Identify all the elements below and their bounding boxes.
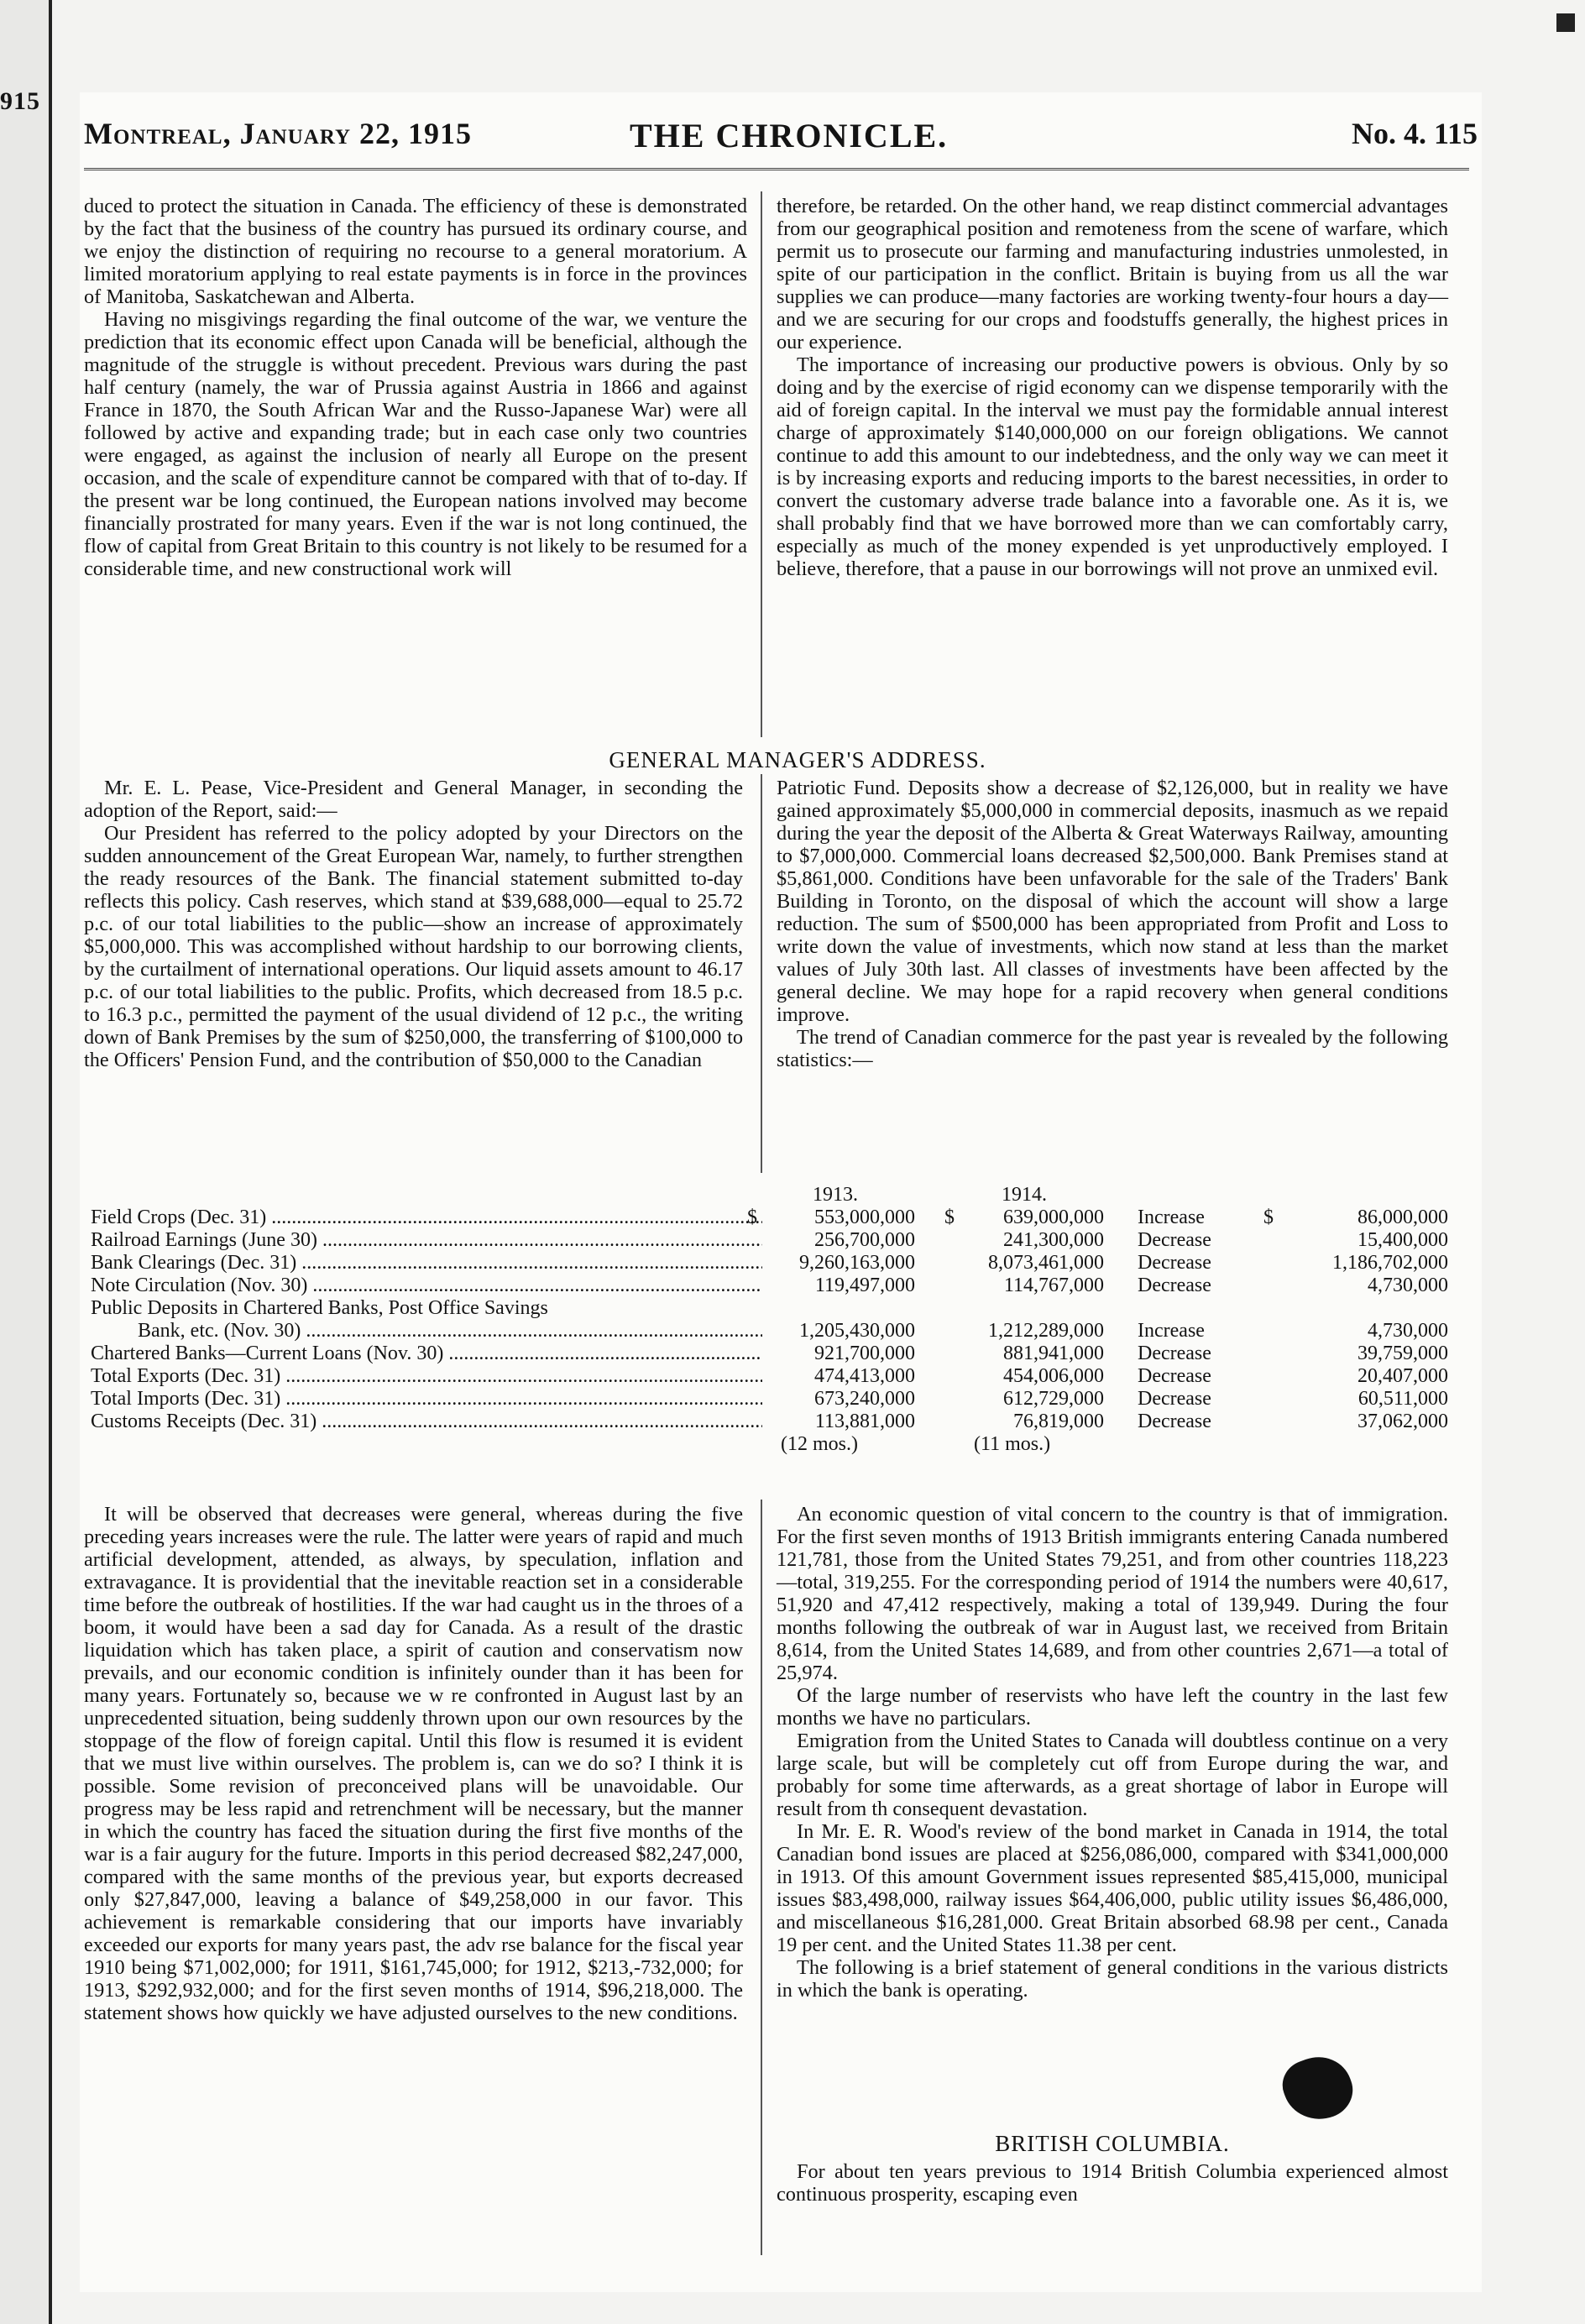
column-middle-right [777, 777, 1448, 1071]
previous-page-edge [0, 0, 52, 2324]
currency-sign: $ [747, 1206, 757, 1228]
change-amount: 4,730,000 [1368, 1320, 1448, 1342]
change-direction: Decrease [1138, 1275, 1211, 1296]
row-label: Bank, etc. (Nov. 30) ..... [138, 1320, 762, 1343]
column-divider [761, 191, 762, 737]
value-1914: 612,729,000 [1003, 1388, 1104, 1410]
value-1913: 673,240,000 [814, 1388, 915, 1410]
table-row [84, 1206, 1461, 1229]
paragraph: The importance of increasing our productive powers is obvious. Only by so doing and by the exercise of rigid economy can we dispense temporarily with the aid of foreign capital. In the interval we must pay the formidable annual interest charge of approximately $140,000,000 on our foreign obligations. We cannot continue to add this amount to our indebtedness, and the only way we can meet it is by increasing exports and reducing imports to the barest necessities, in order to convert the customary adverse trade balance into a favorable one. As it is, we shall probably find that we have borrowed more than we can comfortably carry, especially as much of the money expended is yet unproductively employed. I believe, therefore, that a pause in our borrowings will not prove an unmixed evil. [777, 353, 1448, 580]
column-middle-left [84, 777, 743, 1071]
column-header-1914: 1914. [1002, 1184, 1047, 1206]
paragraph: It will be observed that decreases were general, whereas during the five preceding years increases were the rule. The latter were years of rapid and much artificial development, attended, as always, by speculation, inflation and extravagance. It is providential that the inevitable reaction set in a considerable time before the outbreak of hostilities. If the war had caught us in the throes of a boom, it would have been a sad day for Canada. As a result of the drastic liquidation which has taken place, a spirit of caution and conservatism now prevails, and our economic condition is infinitely ounder than it has been for many years. Fortunately so, because we w re confronted in August last by an unprecedented situation, being suddenly thrown upon our own resources by the stoppage of the flow of foreign capital. Until this flow is resumed it is evident that we must live within ourselves. The problem is, can we do so? I think it is possible. Some revision of preconceived plans will be unavoidable. Our progress may be less rapid and retrenchment will be necessary, but the manner in which the country has faced the situation during the first five months of the war is a fair augury for the future. Imports in this period decreased $82,247,000, compared with the same months of the previous year, but exports decreased only $27,847,000, leaving a balance of $49,258,000 in our favor. This achievement is remarkable considering that our imports have invariably exceeded our exports for many years past, the adv rse balance for the fiscal year 1910 being $71,002,000; for 1911, $161,745,000; for 1912, $213,-732,000; for 1913, $292,932,000; and for the first seven months of 1914, $96,218,000. The statement shows how quickly we have adjusted ourselves to the new conditions. [84, 1503, 743, 2024]
row-label: Public Deposits in Chartered Banks, Post Office Savings [91, 1297, 548, 1319]
value-1913: 9,260,163,000 [799, 1252, 915, 1274]
value-1913: 119,497,000 [814, 1275, 915, 1296]
value-1913: 474,413,000 [814, 1365, 915, 1387]
change-amount: 1,186,702,000 [1332, 1252, 1448, 1274]
paragraph: Mr. E. L. Pease, Vice-President and General Manager, in seconding the adoption of the Report, said:— [84, 777, 743, 822]
value-1914: 639,000,000 [1003, 1206, 1104, 1228]
paragraph: An economic question of vital concern to the country is that of immigration. For the first seven months of 1913 British immigrants entering Canada numbered 121,781, those from the United States 79,251, and from other countries 118,223—total, 319,255. For the corresponding period of 1914 the numbers were 40,617, 51,920 and 47,412 respectively, making a total of 139,949. During the four months following the outbreak of war in August last, we received from Britain 8,614, from the United States 14,689, and from other countries 2,671—a total of 25,974. [777, 1503, 1448, 1684]
paragraph: The following is a brief statement of general conditions in the various districts in which the bank is operating. [777, 1956, 1448, 2002]
row-label: Railroad Earnings (June 30) ..... [91, 1229, 762, 1252]
paragraph: duced to protect the situation in Canada. The efficiency of these is demonstrated by the fact that the business of the country has pursued its ordinary course, and we enjoy the distinction of requiring no recourse to a general moratorium. A limited moratorium applying to real estate payments is in force in the provinces of Manitoba, Saskatchewan and Alberta. [84, 195, 747, 308]
corner-mark [1556, 13, 1575, 32]
column-divider [761, 774, 762, 1173]
value-1913: 1,205,430,000 [799, 1320, 915, 1342]
change-direction: Decrease [1138, 1411, 1211, 1432]
value-1913: 921,700,000 [814, 1343, 915, 1364]
change-amount: 4,730,000 [1368, 1275, 1448, 1296]
value-1914: 8,073,461,000 [988, 1252, 1104, 1274]
column-header-1913: 1913. [813, 1184, 858, 1206]
table-row [84, 1365, 1461, 1388]
paragraph: Our President has referred to the policy adopted by your Directors on the sudden announcement of the Great European War, namely, to further strengthen the ready resources of the Bank. The financial statement submitted to-day reflects this policy. Cash reserves, which stand at $39,688,000—equal to 25.72 p.c. of our total liabilities to the public—show an increase of approximately $5,000,000. This was accomplished without hardship to our borrowing clients, by the curtailment of international operations. Our liquid assets amount to 46.17 p.c. of our total liabilities to the public. Profits, which decreased from 18.5 p.c. to 16.3 p.c., permitted the payment of the usual dividend of 12 p.c., the writing down of Bank Premises by the sum of $250,000, the transferring of $100,000 to the Officers' Pension Fund, and the contribution of $50,000 to the Canadian [84, 822, 743, 1071]
row-label: Customs Receipts (Dec. 31) ..... [91, 1411, 762, 1433]
currency-sign: $ [944, 1206, 955, 1228]
value-1914: 114,767,000 [1003, 1275, 1104, 1296]
note-1914: (11 mos.) [974, 1433, 1051, 1455]
row-label: Field Crops (Dec. 31) ..... [91, 1206, 762, 1229]
change-amount: 86,000,000 [1357, 1206, 1448, 1228]
change-amount: 15,400,000 [1357, 1229, 1448, 1251]
table-row [84, 1252, 1461, 1275]
change-direction: Decrease [1138, 1229, 1211, 1251]
commerce-statistics-table [84, 1184, 1461, 1494]
table-row [84, 1229, 1461, 1252]
previous-page-number-fragment: 915 [0, 87, 40, 115]
paragraph: Emigration from the United States to Canada will doubtless continue on a very large scale, but will be completely cut off from Europe during the war, and probably for some time afterwards, as a great shortage of labor in Europe will result from th consequent devastation. [777, 1730, 1448, 1820]
change-direction: Decrease [1138, 1252, 1211, 1274]
change-direction: Decrease [1138, 1388, 1211, 1410]
table-note-row [84, 1433, 1461, 1456]
paragraph: Of the large number of reservists who have left the country in the last few months we have no particulars. [777, 1684, 1448, 1730]
row-label: Bank Clearings (Dec. 31) ..... [91, 1252, 762, 1275]
table-row [84, 1411, 1461, 1433]
currency-sign: $ [1263, 1206, 1274, 1228]
column-divider [761, 1500, 762, 2255]
paragraph: therefore, be retarded. On the other hand, we reap distinct commercial advantages from our geographical position and remoteness from the scene of warfare, which permit us to prosecute our farming and manufacturing industries unmolested, in spite of our participation in the conflict. Britain is buying from us all the war supplies we can produce—many factories are working twenty-four hours a day—and we are securing for our crops and foodstuffs generally, the highest prices in our experience. [777, 195, 1448, 353]
column-british-columbia [777, 2160, 1448, 2206]
running-header [84, 116, 1478, 160]
header-rule [84, 168, 1469, 170]
header-issue-page: No. 4. 115 [1351, 117, 1478, 150]
table-row [84, 1275, 1461, 1297]
value-1914: 881,941,000 [1003, 1343, 1104, 1364]
change-amount: 37,062,000 [1357, 1411, 1448, 1432]
row-label: Note Circulation (Nov. 30) ..... [91, 1275, 762, 1297]
paragraph: For about ten years previous to 1914 British Columbia experienced almost continuous prosperity, escaping even [777, 2160, 1448, 2206]
paragraph: In Mr. E. R. Wood's review of the bond market in Canada in 1914, the total Canadian bond issues are placed at $256,086,000, compared with $341,000,000 in 1913. Of this amount Government issues represented $85,415,000, municipal issues $83,498,000, railway issues $64,406,000, public utility issues $6,486,000, and miscellaneous $16,281,000. Great Britain absorbed 68.98 per cent., Canada 19 per cent. and the United States 11.38 per cent. [777, 1820, 1448, 1956]
column-top-right [777, 195, 1448, 580]
value-1914: 1,212,289,000 [988, 1320, 1104, 1342]
note-1913: (12 mos.) [781, 1433, 858, 1455]
change-amount: 60,511,000 [1357, 1388, 1448, 1410]
change-direction: Decrease [1138, 1365, 1211, 1387]
table-row [84, 1343, 1461, 1365]
header-dateline: Montreal, January 22, 1915 [84, 117, 473, 150]
table-row [84, 1320, 1461, 1343]
change-direction: Increase [1138, 1206, 1205, 1228]
column-lower-right [777, 1503, 1448, 2002]
change-amount: 39,759,000 [1357, 1343, 1448, 1364]
value-1913: 256,700,000 [814, 1229, 915, 1251]
row-label: Total Imports (Dec. 31) ..... [91, 1388, 762, 1411]
row-label: Total Exports (Dec. 31) ..... [91, 1365, 762, 1388]
value-1914: 241,300,000 [1003, 1229, 1104, 1251]
change-direction: Decrease [1138, 1343, 1211, 1364]
section-heading-general-manager: GENERAL MANAGER'S ADDRESS. [609, 747, 986, 772]
table-row [84, 1388, 1461, 1411]
value-1914: 454,006,000 [1003, 1365, 1104, 1387]
value-1913: 553,000,000 [814, 1206, 915, 1228]
paragraph: Having no misgivings regarding the final outcome of the war, we venture the prediction that its economic effect upon Canada will be beneficial, although the magnitude of the struggle is without precedent. Previous wars during the past half century (namely, the war of Prussia against Austria in 1866 and against France in 1870, the South African War and the Russo-Japanese War) were all followed by active and expanding trade; but in each case only two countries were engaged, as against the inclusion of nearly all Europe on the present occasion, and the scale of expenditure cannot be compared with that of to-day. If the present war be long continued, the European nations involved may become financially prostrated for many years. Even if the war is not long continued, the flow of capital from Great Britain to this country is not likely to be resumed for a considerable time, and new constructional work will [84, 308, 747, 580]
column-lower-left [84, 1503, 743, 2024]
row-label: Chartered Banks—Current Loans (Nov. 30) ..... [91, 1343, 762, 1365]
section-heading-british-columbia: BRITISH COLUMBIA. [995, 2131, 1230, 2156]
change-amount: 20,407,000 [1357, 1365, 1448, 1387]
value-1914: 76,819,000 [1013, 1411, 1104, 1432]
table-row [84, 1297, 1461, 1320]
column-top-left [84, 195, 747, 580]
paragraph: Patriotic Fund. Deposits show a decrease of $2,126,000, but in reality we have gained approximately $5,000,000 in commercial deposits, inasmuch as we repaid during the year the deposit of the Alberta & Great Waterways Railway, amounting to $7,000,000. Commercial loans decreased $2,500,000. Bank Premises stand at $5,861,000. Conditions have been unfavorable for the sale of the Traders' Bank Building in Toronto, on the disposal of which the account will show a large reduction. The sum of $500,000 has been appropriated from Profit and Loss to write down the value of investments, which now stand at less than the market values of July 30th last. All classes of investments have been affected by the general decline. We may hope for a rapid recovery when general conditions improve. [777, 777, 1448, 1026]
value-1913: 113,881,000 [814, 1411, 915, 1432]
header-publication-title: THE CHRONICLE. [630, 117, 949, 154]
change-direction: Increase [1138, 1320, 1205, 1342]
paragraph: The trend of Canadian commerce for the past year is revealed by the following statistics:— [777, 1026, 1448, 1071]
